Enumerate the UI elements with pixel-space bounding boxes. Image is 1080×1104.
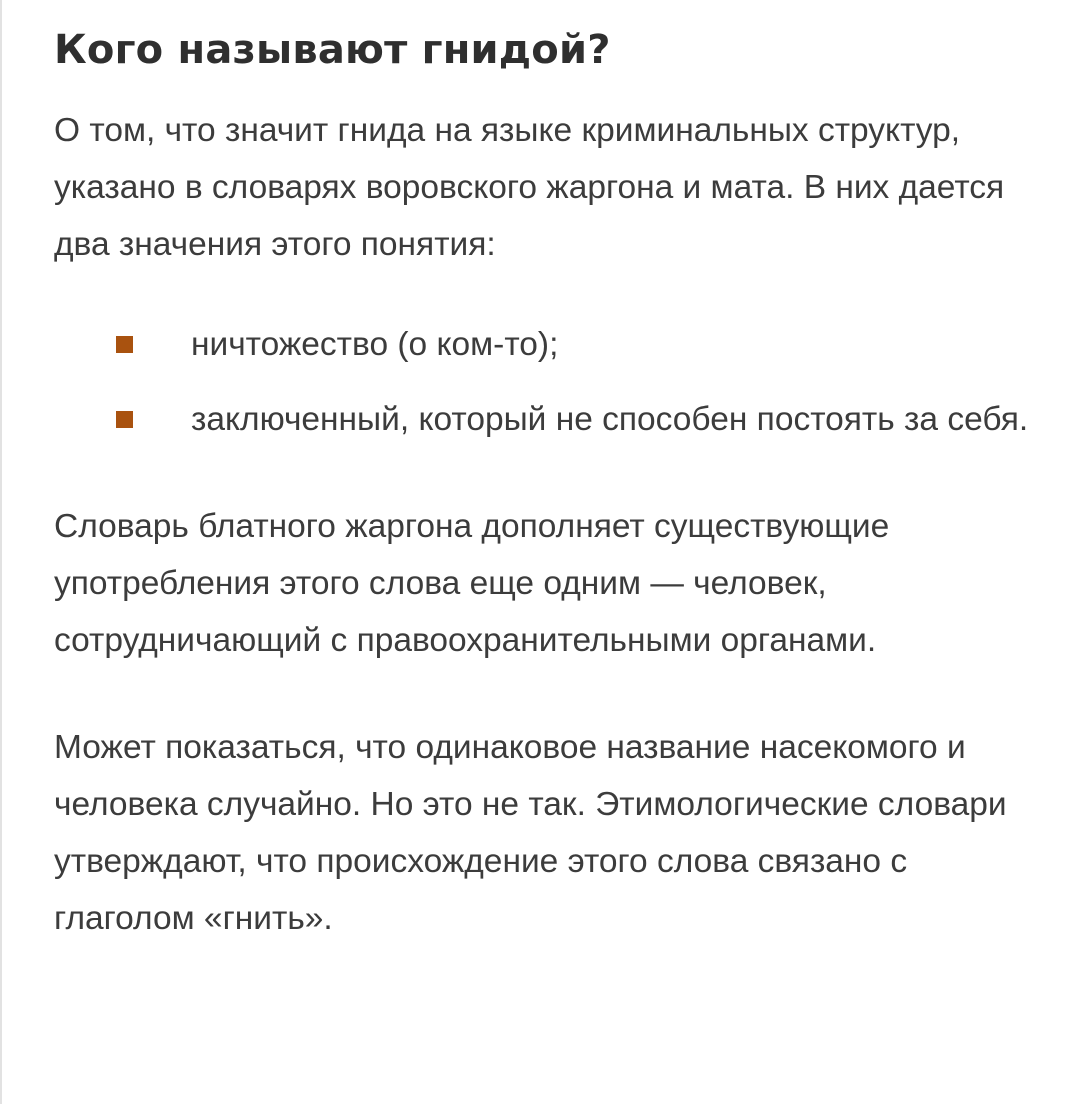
list-item bbox=[54, 391, 1044, 448]
left-border bbox=[0, 0, 2, 1104]
section-heading: Кого называют гнидой? bbox=[54, 27, 611, 73]
meaning-list bbox=[54, 316, 1044, 448]
list-item bbox=[54, 316, 1044, 373]
list-item-text: заключенный, который не способен постоять за себя. bbox=[191, 401, 1029, 438]
jargon-paragraph: Словарь блатного жаргона дополняет существующие употребления этого слова еще одним — человек, сотрудничающий с правоохранительными органами. bbox=[54, 508, 890, 659]
square-bullet-icon bbox=[116, 411, 133, 428]
square-bullet-icon bbox=[116, 336, 133, 353]
list-item-text: ничтожество (о ком-то); bbox=[191, 326, 559, 363]
etymology-paragraph: Может показаться, что одинаковое название насекомого и человека случайно. Но это не так. Этимологические словари утверждают, что происхождение этого слова связано с глаголом «гнить». bbox=[54, 729, 1007, 937]
article-section bbox=[54, 14, 1044, 947]
intro-paragraph: О том, что значит гнида на языке криминальных структур, указано в словарях воровского жаргона и мата. В них дается два значения этого понятия: bbox=[54, 112, 1005, 263]
